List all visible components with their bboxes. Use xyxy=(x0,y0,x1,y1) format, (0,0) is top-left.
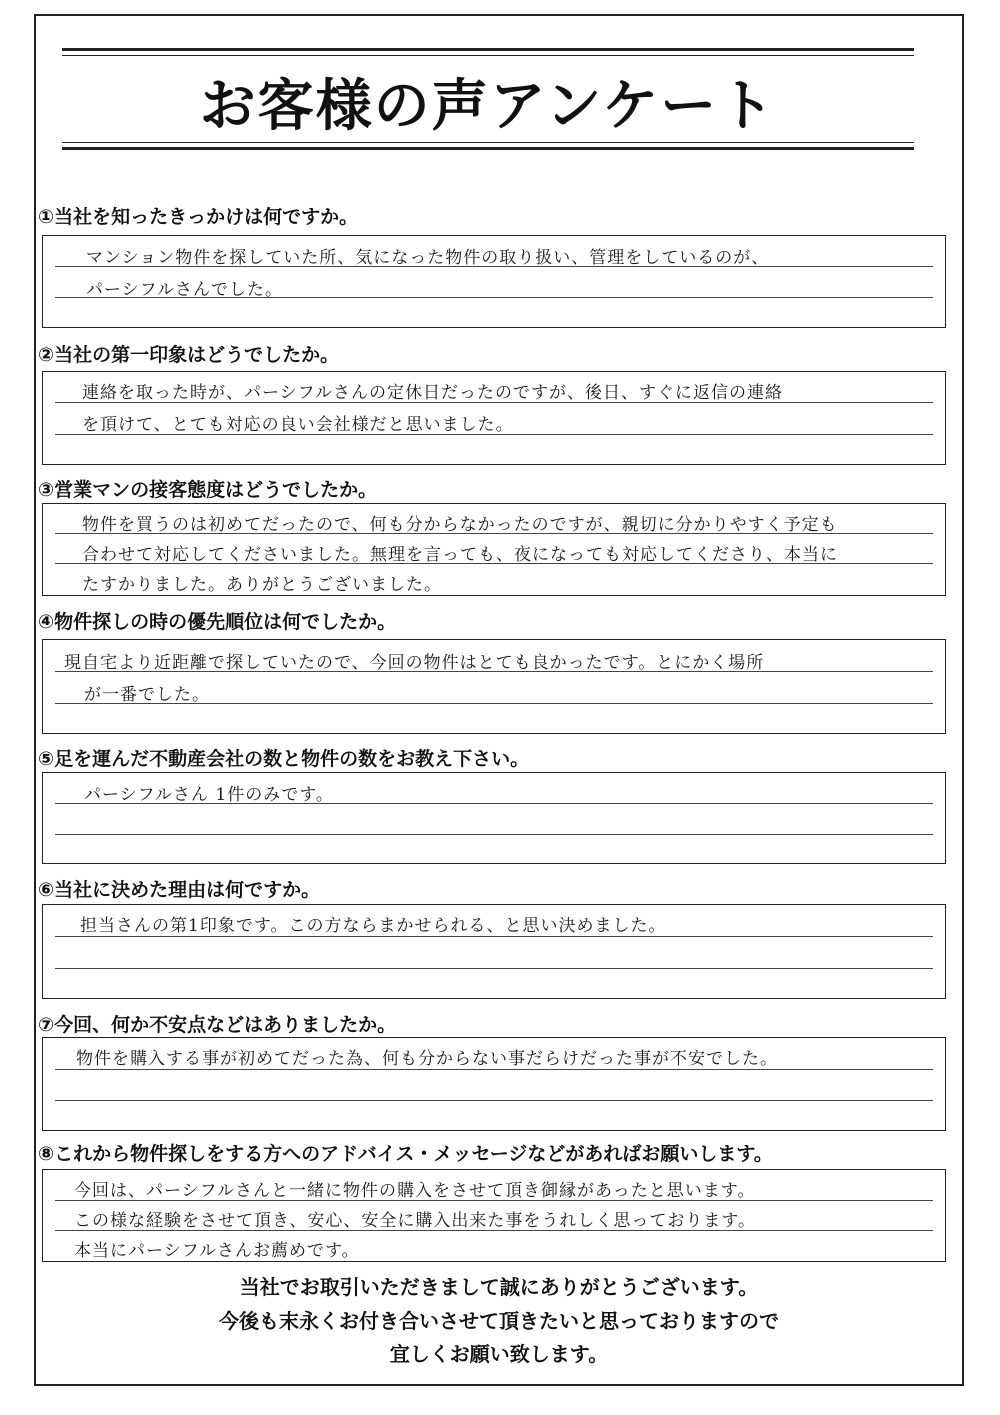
title-top-rule xyxy=(62,48,914,51)
answer-rule xyxy=(55,834,933,835)
title-top-rule-thin xyxy=(62,55,914,56)
answer-rule xyxy=(55,936,933,937)
answer-8-line-2: この様な経験をさせて頂き、安心、安全に購入出来た事をうれしく思っております。 xyxy=(74,1211,756,1231)
answer-7-line-1: 物件を購入する事が初めてだった為、何も分からない事だらけだった事が不安でした。 xyxy=(76,1049,778,1069)
answer-4-line-2: が一番でした。 xyxy=(84,685,210,705)
answer-2-line-1: 連絡を取った時が、パーシフルさんの定休日だったのですが、後日、すぐに返信の連絡 xyxy=(82,383,783,403)
answer-4-line-1: 現自宅より近距離で探していたので、今回の物件はとても良かったです。とにかく場所 xyxy=(64,653,765,673)
answer-1-line-1: マンション物件を探していた所、気になった物件の取り扱い、管理をしているのが、 xyxy=(86,248,770,268)
question-3: ③営業マンの接客態度はどうでしたか。 xyxy=(38,479,378,501)
answer-3-line-2: 合わせて対応してくださいました。無理を言っても、夜になっても対応してくださり、本当に xyxy=(82,545,838,565)
question-4: ④物件探しの時の優先順位は何でしたか。 xyxy=(38,611,397,633)
title-bottom-rule-thin xyxy=(62,142,914,143)
answer-5-line-1: パーシフルさん 1件のみです。 xyxy=(84,785,334,805)
answer-8-line-1: 今回は、パーシフルさんと一緒に物件の購入をさせて頂き御縁があったと思います。 xyxy=(74,1181,756,1201)
answer-3-line-1: 物件を買うのは初めてだったので、何も分からなかったのですが、親切に分かりやすく予定も xyxy=(82,515,838,535)
question-2: ②当社の第一印象はどうでしたか。 xyxy=(38,344,340,366)
title-bottom-rule xyxy=(62,147,914,150)
page-title: お客様の声アンケート xyxy=(199,74,777,139)
closing-line-2: 今後も末永くお付き合いさせて頂きたいと思っておりますので xyxy=(219,1309,779,1333)
closing-line-3: 宜しくお願い致します。 xyxy=(389,1342,609,1366)
answer-rule xyxy=(55,1100,933,1101)
answer-rule xyxy=(55,1069,933,1070)
answer-8-line-3: 本当にパーシフルさんお薦めです。 xyxy=(74,1241,360,1261)
question-8: ⑧これから物件探しをする方へのアドバイス・メッセージなどがあればお願いします。 xyxy=(38,1143,773,1165)
answer-6-line-1: 担当さんの第1印象です。この方ならまかせられる、と思い決めました。 xyxy=(80,916,667,936)
answer-rule xyxy=(55,968,933,969)
question-6: ⑥当社に決めた理由は何ですか。 xyxy=(38,879,321,901)
closing-line-1: 当社でお取引いただきまして誠にありがとうございます。 xyxy=(239,1275,759,1299)
question-5: ⑤足を運んだ不動産会社の数と物件の数をお教え下さい。 xyxy=(38,748,530,770)
question-7: ⑦今回、何か不安点などはありましたか。 xyxy=(38,1014,397,1036)
answer-1-line-2: パーシフルさんでした。 xyxy=(86,280,283,300)
question-1: ①当社を知ったきっかけは何ですか。 xyxy=(38,206,359,228)
answer-2-line-2: を頂けて、とても対応の良い会社様だと思いました。 xyxy=(82,415,514,435)
answer-3-line-3: たすかりました。ありがとうございました。 xyxy=(82,575,442,595)
